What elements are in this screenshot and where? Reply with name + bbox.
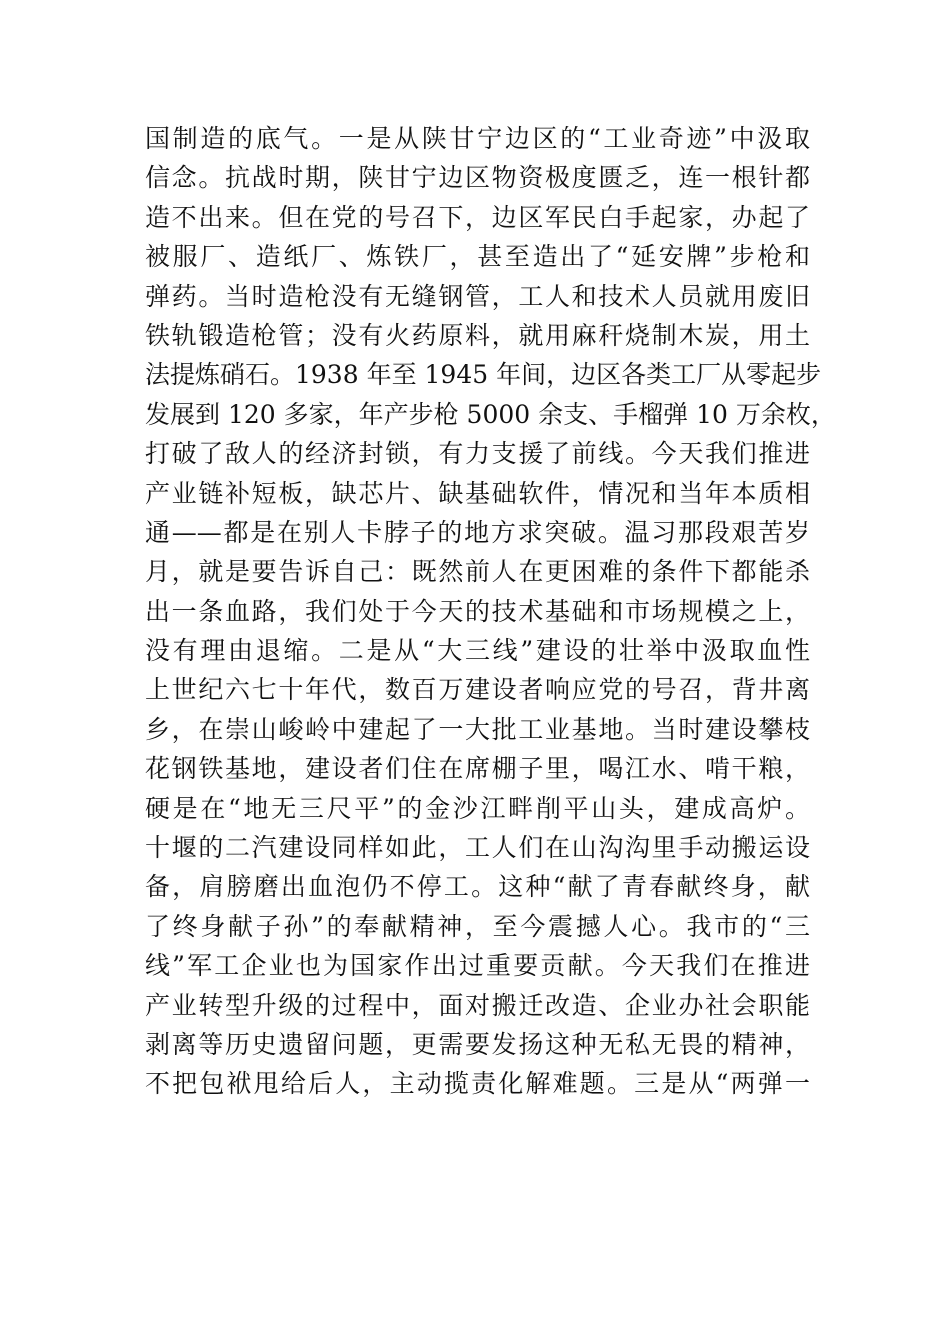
text-line: 月，就是要告诉自己：既然前人在更困难的条件下都能杀 (145, 557, 810, 587)
text-line: 铁轨锻造枪管；没有火药原料，就用麻秆烧制木炭，用土 (145, 320, 810, 350)
text-line: 信念。抗战时期，陕甘宁边区物资极度匮乏，连一根针都 (145, 163, 810, 193)
text-line: 没有理由退缩。二是从“大三线”建设的壮举中汲取血性 (145, 636, 810, 666)
text-line: 花钢铁基地，建设者们住在席棚子里，喝江水、啃干粮， (145, 754, 810, 784)
text-line: 线”军工企业也为国家作出过重要贡献。今天我们在推进 (145, 951, 810, 981)
text-line: 发展到 120 多家，年产步枪 5000 余支、手榴弹 10 万余枚， (145, 399, 836, 429)
text-line: 上世纪六七十年代，数百万建设者响应党的号召，背井离 (145, 675, 810, 705)
text-line: 不把包袱甩给后人，主动揽责化解难题。三是从“两弹一 (145, 1069, 810, 1099)
text-line: 法提炼硝石。1938 年至 1945 年间，边区各类工厂从零起步 (145, 360, 822, 390)
text-line: 乡，在崇山峻岭中建起了一大批工业基地。当时建设攀枝 (145, 714, 810, 744)
text-line: 打破了敌人的经济封锁，有力支援了前线。今天我们推进 (145, 439, 810, 469)
text-line: 被服厂、造纸厂、炼铁厂，甚至造出了“延安牌”步枪和 (145, 242, 810, 272)
text-line: 国制造的底气。一是从陕甘宁边区的“工业奇迹”中汲取 (145, 124, 810, 153)
text-line: 十堰的二汽建设同样如此，工人们在山沟沟里手动搬运设 (145, 833, 810, 863)
text-line: 造不出来。但在党的号召下，边区军民白手起家，办起了 (145, 202, 810, 232)
body-text (145, 119, 836, 1104)
text-line: 了终身献子孙”的奉献精神，至今震撼人心。我市的“三 (145, 911, 810, 941)
text-line: 产业链补短板，缺芯片、缺基础软件，情况和当年本质相 (145, 478, 810, 508)
text-line: 剥离等历史遗留问题，更需要发扬这种无私无畏的精神， (145, 1029, 810, 1059)
text-line: 产业转型升级的过程中，面对搬迁改造、企业办社会职能 (145, 990, 810, 1020)
text-line: 弹药。当时造枪没有无缝钢管，工人和技术人员就用废旧 (145, 281, 810, 311)
text-line: 出一条血路，我们处于今天的技术基础和市场规模之上， (145, 596, 810, 626)
text-line: 通——都是在别人卡脖子的地方求突破。温习那段艰苦岁 (145, 517, 810, 547)
text-line: 备，肩膀磨出血泡仍不停工。这种“献了青春献终身，献 (145, 872, 810, 902)
text-line: 硬是在“地无三尺平”的金沙江畔削平山头，建成高炉。 (145, 793, 810, 823)
